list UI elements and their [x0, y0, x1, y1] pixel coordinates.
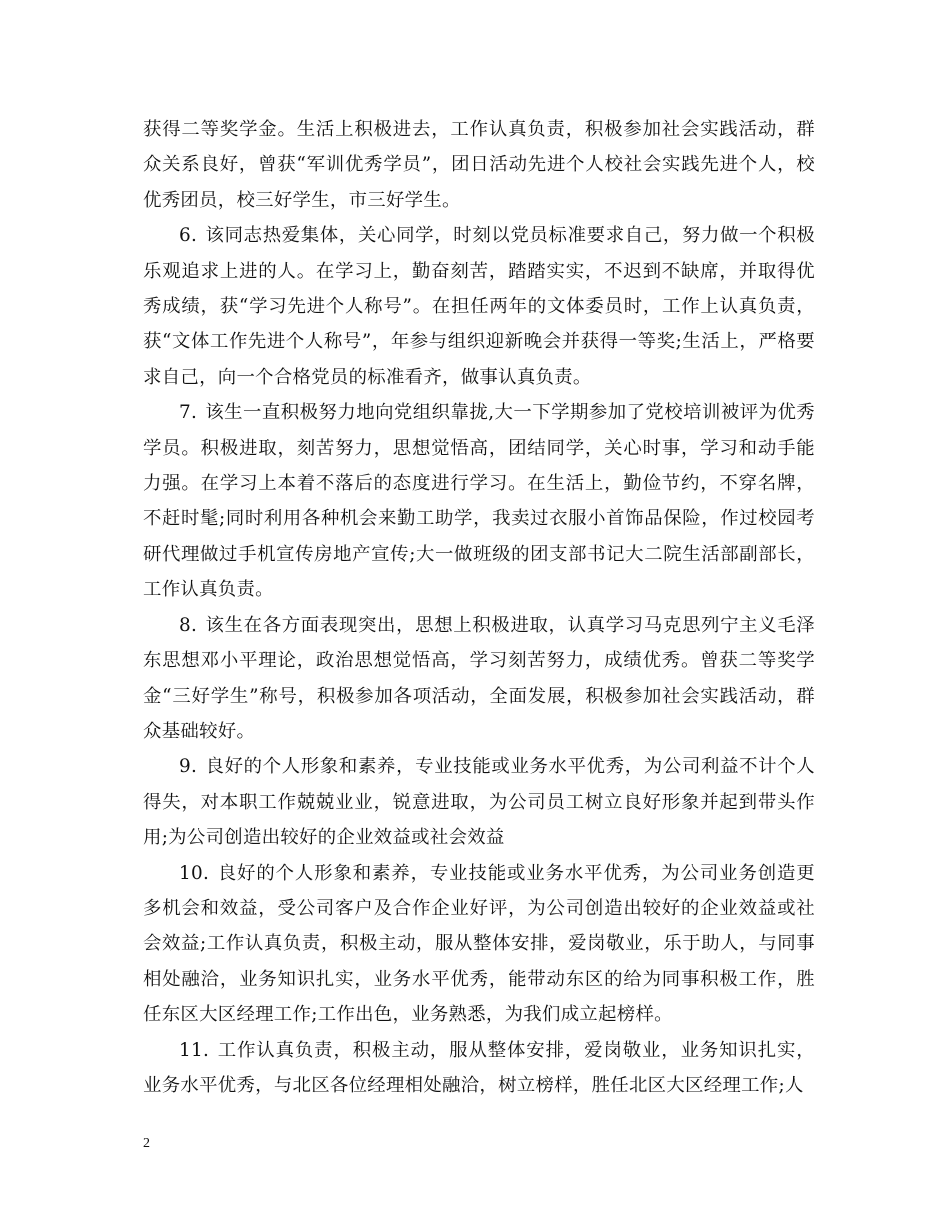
paragraph-number: 9.: [179, 756, 198, 778]
paragraph-10: [143, 856, 815, 1033]
paragraph-6: [143, 218, 815, 395]
paragraph-number: 6.: [179, 225, 198, 247]
paragraph-text: 工作认真负责，积极主动，服从整体安排，爱岗敬业，业务知识扎实，业务水平优秀，与北区各位经理相处融洽，树立榜样，胜任北区大区经理工作;人: [143, 1039, 815, 1096]
paragraph-number: 7.: [179, 402, 198, 424]
paragraph-9: [143, 749, 815, 855]
paragraph-11: [143, 1033, 815, 1104]
paragraph-text: 该同志热爱集体，关心同学，时刻以党员标准要求自己，努力做一个积极乐观追求上进的人。在学习上，勤奋刻苦，踏踏实实，不迟到不缺席，并取得优秀成绩，获“学习先进个人称号”。在担任两年的文体委员时，工作上认真负责，获“文体工作先进个人称号”，年参与组织迎新晚会并获得一等奖;生活上，严格要求自己，向一个合格党员的标准看齐，做事认真负责。: [143, 225, 815, 388]
paragraph-7: [143, 395, 815, 607]
paragraph-text: 获得二等奖学金。生活上积极进去，工作认真负责，积极参加社会实践活动，群众关系良好，曾获“军训优秀学员”，团日活动先进个人校社会实践先进个人，校优秀团员，校三好学生，市三好学生。: [143, 119, 815, 211]
paragraph-8: [143, 608, 815, 750]
paragraph-number: 11.: [179, 1039, 210, 1061]
paragraph-text: 该生在各方面表现突出，思想上积极进取，认真学习马克思列宁主义毛泽东思想邓小平理论，政治思想觉悟高，学习刻苦努力，成绩优秀。曾获二等奖学金“三好学生”称号，积极参加各项活动，全面发展，积极参加社会实践活动，群众基础较好。: [143, 614, 815, 742]
paragraph-number: 8.: [179, 614, 198, 636]
paragraph-text: 良好的个人形象和素养，专业技能或业务水平优秀，为公司业务创造更多机会和效益，受公司客户及合作企业好评，为公司创造出较好的企业效益或社会效益;工作认真负责，积极主动，服从整体安排，爱岗敬业，乐于助人，与同事相处融洽，业务知识扎实，业务水平优秀，能带动东区的给为同事积极工作，胜任东区大区经理工作;工作出色，业务熟悉，为我们成立起榜样。: [143, 862, 815, 1026]
paragraph-continuation: [143, 112, 815, 218]
paragraph-text: 该生一直积极努力地向党组织靠拢,大一下学期参加了党校培训被评为优秀学员。积极进取，刻苦努力，思想觉悟高，团结同学，关心时事，学习和动手能力强。在学习上本着不落后的态度进行学习。在生活上，勤俭节约，不穿名牌，不赶时髦;同时利用各种机会来勤工助学，我卖过衣服小首饰品保险，作过校园考研代理做过手机宣传房地产宣传;大一做班级的团支部书记大二院生活部副部长，工作认真负责。: [143, 402, 815, 601]
document-body: [143, 112, 815, 1103]
paragraph-number: 10.: [179, 862, 210, 884]
paragraph-text: 良好的个人形象和素养，专业技能或业务水平优秀，为公司利益不计个人得失，对本职工作兢兢业业，锐意进取，为公司员工树立良好形象并起到带头作用;为公司创造出较好的企业效益或社会效益: [143, 756, 815, 849]
page-number: 2: [143, 1136, 150, 1151]
